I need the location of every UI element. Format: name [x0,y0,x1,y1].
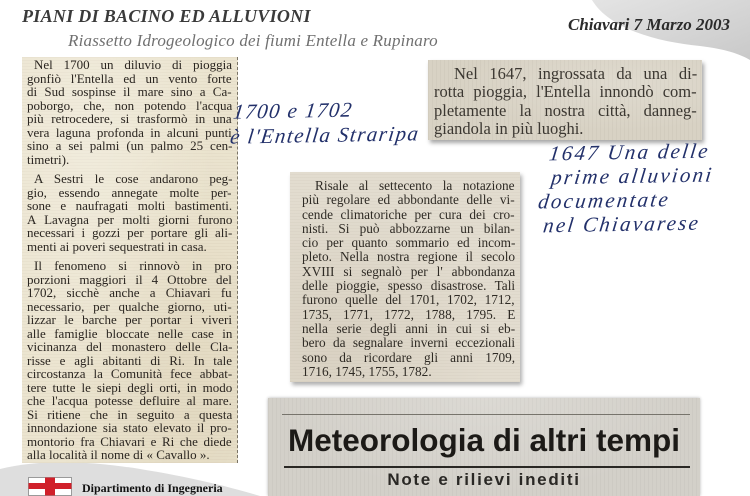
text-line: A Sestri le cose andarono peg- [34,171,233,186]
text-line: cende climatoriche per cura dei cro- [302,206,515,222]
headline-rule [284,466,690,468]
text-line: che l'acqua potesse defluire al mare. [27,393,232,408]
paragraph [27,259,232,462]
text-line: Nel 1700 un diluvio di pioggia [34,57,232,72]
text-line: gio, essendo annegate molte per- [27,184,232,200]
text-line: risse e agli abitanti di Ri. In tale [27,352,233,368]
text-line: pletamente la nostra città, danneg- [434,100,697,120]
handwritten-note-1700-1702 [229,96,424,149]
newspaper-clipping-settecento [290,172,520,382]
handwritten-line: prime alluvioni [549,162,716,190]
text-line: innondazione sia stato elevato il pro- [27,420,232,435]
text-line: sino a sei palmi (un palmo 25 cen- [27,138,233,153]
department-label: Dipartimento di Ingegneria [82,481,223,495]
slide-title: PIANI DI BACINO ED ALLUVIONI [22,6,311,26]
slide-subtitle: Riassetto Idrogeologico dei fiumi Entella e Rupinaro [68,31,438,50]
flag-cross-horizontal [29,483,72,489]
text-line: bero da segnalare inverni eccezionali [302,335,516,351]
text-line: montorio fra Chiavari e Ri che diede [27,433,232,449]
text-line: sono da ricordare gli anni 1709, [302,349,516,365]
handwritten-note-1647 [534,139,718,238]
text-line: Nel 1647, ingrossata da una di- [454,64,698,83]
paragraph [27,58,232,166]
text-line: A Lavagna per molti giorni furono [27,211,233,227]
text-line: alla località il nome di « Cavallo ». [27,447,210,462]
text-line: tere tutte le siepi degli orti, in modo [27,379,233,395]
text-line: giandola in più luoghi. [434,118,584,138]
text-line: circostanza la Comunità fece abbat- [27,366,233,381]
text-line: nisti. Si può abbozzarne un bilan- [302,220,515,236]
text-line: più regolare ed abbondante delle vi- [302,192,515,208]
text-line: furono quelle del 1701, 1702, 1712, [302,292,515,308]
text-line: necessari i gozzi per portare gli ali- [27,225,233,240]
slide-date: Chiavari 7 Marzo 2003 [568,15,730,34]
text-line: cio per quanto sommario ed incom- [302,235,516,251]
text-line: 1716, 1745, 1755, 1782. [302,363,432,379]
text-line: 1735, 1771, 1772, 1788, 1795. E [302,306,516,322]
text-line: vicinanza del monastero delle Cla- [27,339,233,354]
text-line: porzioni maggiori il 4 Ottobre del [27,271,232,287]
handwritten-line: 1700 e 1702 [231,97,355,124]
text-line: delle pioggie, spesso disastrose. Tali [302,278,516,294]
text-line: gonfiò l'Entella ed un vento forte [27,70,232,86]
text-line: di Sud sospinse il mare sino a Ca- [27,84,232,99]
text-line: nella serie degli anni in cui si eb- [302,320,516,336]
headline-rule-top [282,414,690,415]
text-line: sone e naufragati molti bastimenti. [27,198,233,213]
text-line: Il fenomeno si rinnovò in pro [34,258,232,273]
handwritten-line: è l'Entella Straripa [228,121,422,149]
text-line: rotta pioggia, l'Entella innondò com- [434,82,697,102]
text-line: timetri). [27,151,70,167]
clipping-headline: Meteorologia di altri tempi [287,422,681,458]
text-line: Risale al settecento la notazione [315,178,515,193]
text-line: 1702, sicchè anche a Chiavari fu [27,285,232,300]
genoa-cross-flag-icon [28,477,72,496]
newspaper-clipping-1647 [428,60,702,140]
text-line: necessario, per qualche giorno, uti- [27,298,232,314]
text-line: XVIII si segnalò per l' abbondanza [302,263,516,279]
text-line: menti ai poveri sequestrati in casa. [27,238,207,254]
newspaper-clipping-meteorologia [268,398,700,496]
text-line: Si ritiene che in seguito a questa [27,406,233,422]
text-line: vera laguna profonda in alcuni punti [27,124,232,140]
text-line: lizzar le barche per portar i viveri [27,312,232,327]
paragraph [302,179,515,379]
paragraph [27,172,232,253]
text-line: alle famiglie bloccate nelle case in [27,325,233,341]
newspaper-clipping-1700 [22,57,238,463]
paragraph [434,65,697,138]
handwritten-line: documentate [536,187,672,214]
handwritten-line: nel Chiavarese [541,210,702,238]
text-line: più retrocedere, si trasformò in una [27,111,232,126]
handwritten-line: 1647 Una delle [547,138,712,166]
text-line: poborgo, che, non potendo l'acqua [27,97,233,113]
clipping-subhead: Note e rilievi inediti [387,470,581,489]
text-line: pleto. Nella nostra regione il secolo [302,249,516,265]
